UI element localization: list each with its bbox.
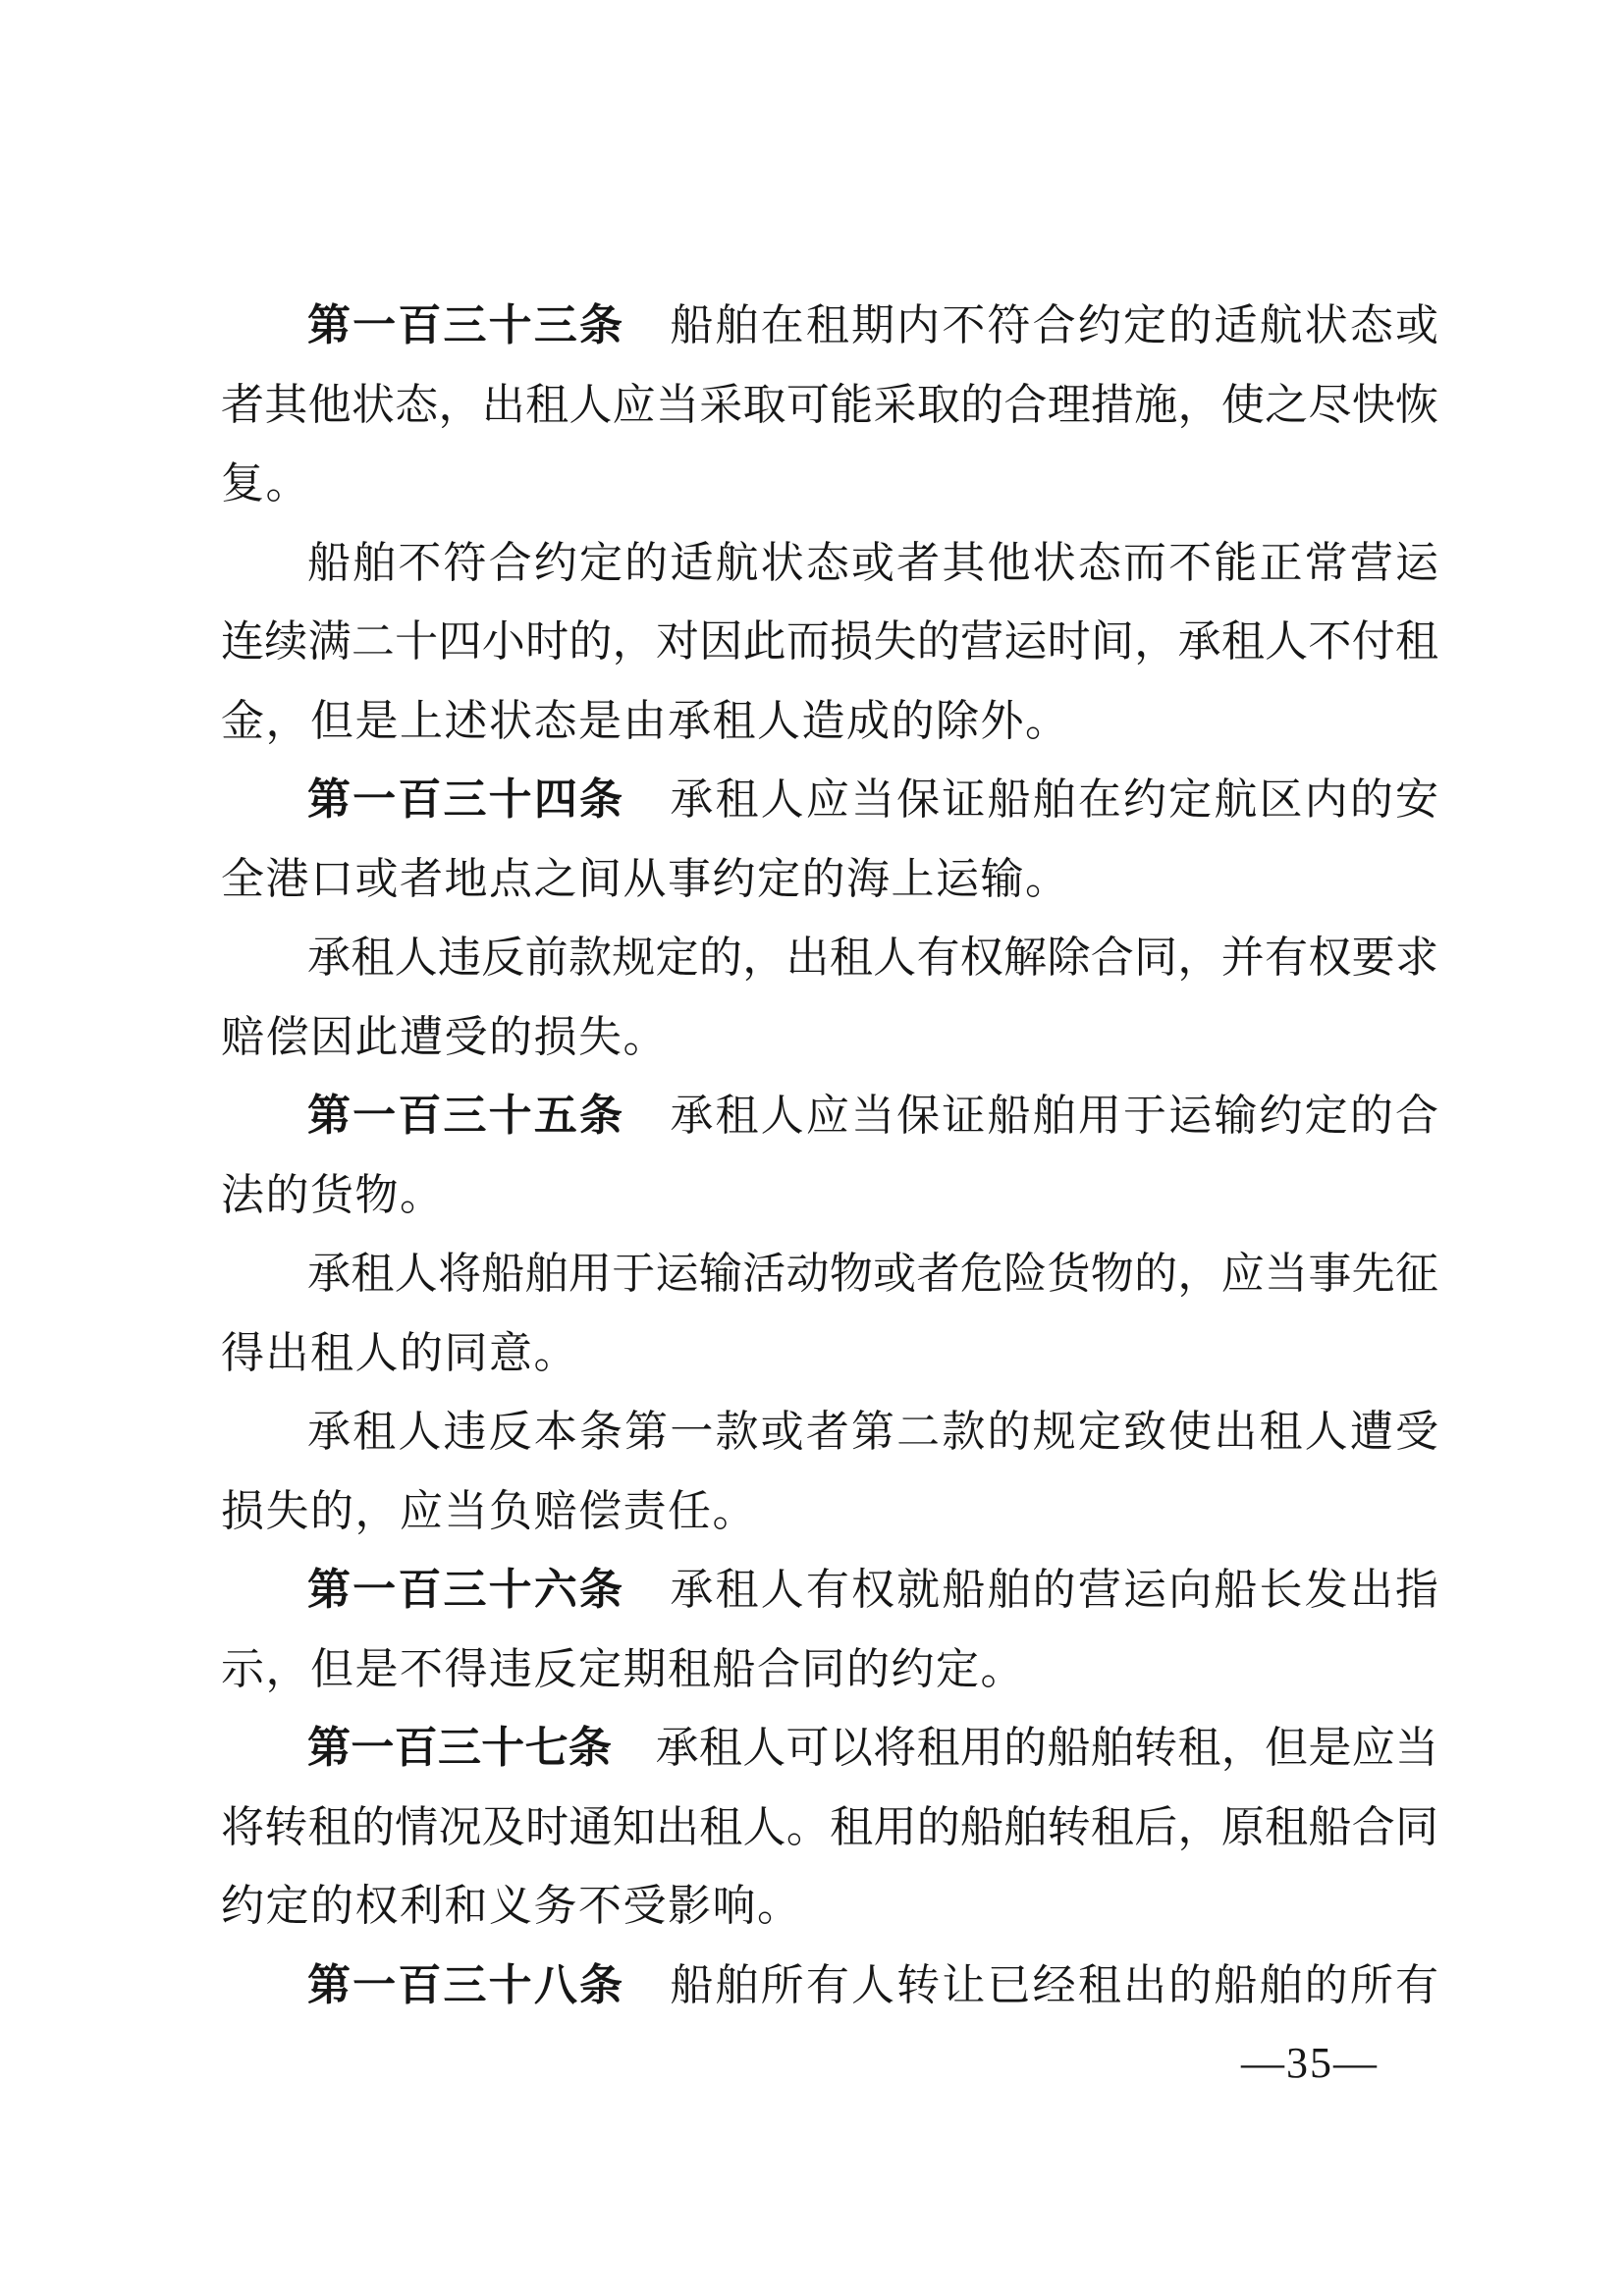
line-text: 得出租人的同意。	[221, 1328, 578, 1377]
page-number: —35—	[1241, 2039, 1379, 2087]
line-text: 示，但是不得违反定期租船合同的约定。	[221, 1644, 1025, 1693]
text-line	[221, 1789, 1438, 1868]
line-text: 损失的，应当负赔偿责任。	[221, 1486, 757, 1535]
line-text: 金，但是上述状态是由承租人造成的除外。	[221, 696, 1070, 745]
line-text: 承租人应当保证船舶用于运输约定的合	[624, 1092, 1439, 1140]
text-line-article-138	[221, 1947, 1438, 2026]
text-line	[221, 682, 1438, 762]
text-line-article-134	[221, 761, 1438, 840]
line-text: 承租人应当保证船舶在约定航区内的安	[624, 775, 1439, 824]
line-text: 承租人有权就船舶的营运向船长发出指	[624, 1566, 1439, 1614]
text-line	[221, 1314, 1438, 1394]
text-line	[221, 1867, 1438, 1947]
article-number: 第一百三十八条	[307, 1960, 625, 2009]
line-text: 者其他状态，出租人应当采取可能采取的合理措施，使之尽快恢	[221, 380, 1438, 429]
text-line	[221, 998, 1438, 1078]
text-line-article-136	[221, 1551, 1438, 1630]
text-block	[221, 287, 1438, 2025]
line-text: 承租人可以将租用的船舶转租，但是应当	[612, 1724, 1439, 1772]
text-line	[221, 1630, 1438, 1710]
line-text: 船舶所有人转让已经租出的船舶的所有	[624, 1960, 1439, 2009]
text-line-article-135	[221, 1077, 1438, 1156]
text-line-article-133	[221, 287, 1438, 366]
text-line	[221, 1156, 1438, 1236]
line-text: 承租人将船舶用于运输活动物或者危险货物的，应当事先征	[307, 1250, 1438, 1298]
article-number: 第一百三十三条	[307, 301, 625, 349]
text-line-article-137	[221, 1709, 1438, 1789]
line-text: 连续满二十四小时的，对因此而损失的营运时间，承租人不付租	[221, 617, 1438, 666]
text-line	[221, 1235, 1438, 1314]
text-line	[221, 1393, 1438, 1472]
article-number: 第一百三十七条	[307, 1724, 613, 1772]
line-text: 复。	[221, 459, 310, 507]
line-text: 承租人违反本条第一款或者第二款的规定致使出租人遭受	[307, 1408, 1438, 1456]
line-text: 约定的权利和义务不受影响。	[221, 1882, 802, 1930]
line-text: 承租人违反前款规定的，出租人有权解除合同，并有权要求	[307, 934, 1438, 982]
text-line	[221, 445, 1438, 524]
article-number: 第一百三十六条	[307, 1566, 625, 1614]
text-line	[221, 603, 1438, 682]
text-line	[221, 366, 1438, 446]
article-number: 第一百三十四条	[307, 775, 625, 824]
text-line	[221, 524, 1438, 604]
line-text: 赔偿因此遭受的损失。	[221, 1012, 668, 1061]
text-line	[221, 840, 1438, 920]
article-number: 第一百三十五条	[307, 1092, 625, 1140]
text-line	[221, 919, 1438, 998]
line-text: 船舶在租期内不符合约定的适航状态或	[624, 301, 1439, 349]
line-text: 船舶不符合约定的适航状态或者其他状态而不能正常营运	[307, 538, 1438, 587]
line-text: 全港口或者地点之间从事约定的海上运输。	[221, 854, 1070, 903]
text-line	[221, 1472, 1438, 1552]
line-text: 将转租的情况及时通知出租人。租用的船舶转租后，原租船合同	[221, 1802, 1438, 1851]
line-text: 法的货物。	[221, 1170, 445, 1219]
